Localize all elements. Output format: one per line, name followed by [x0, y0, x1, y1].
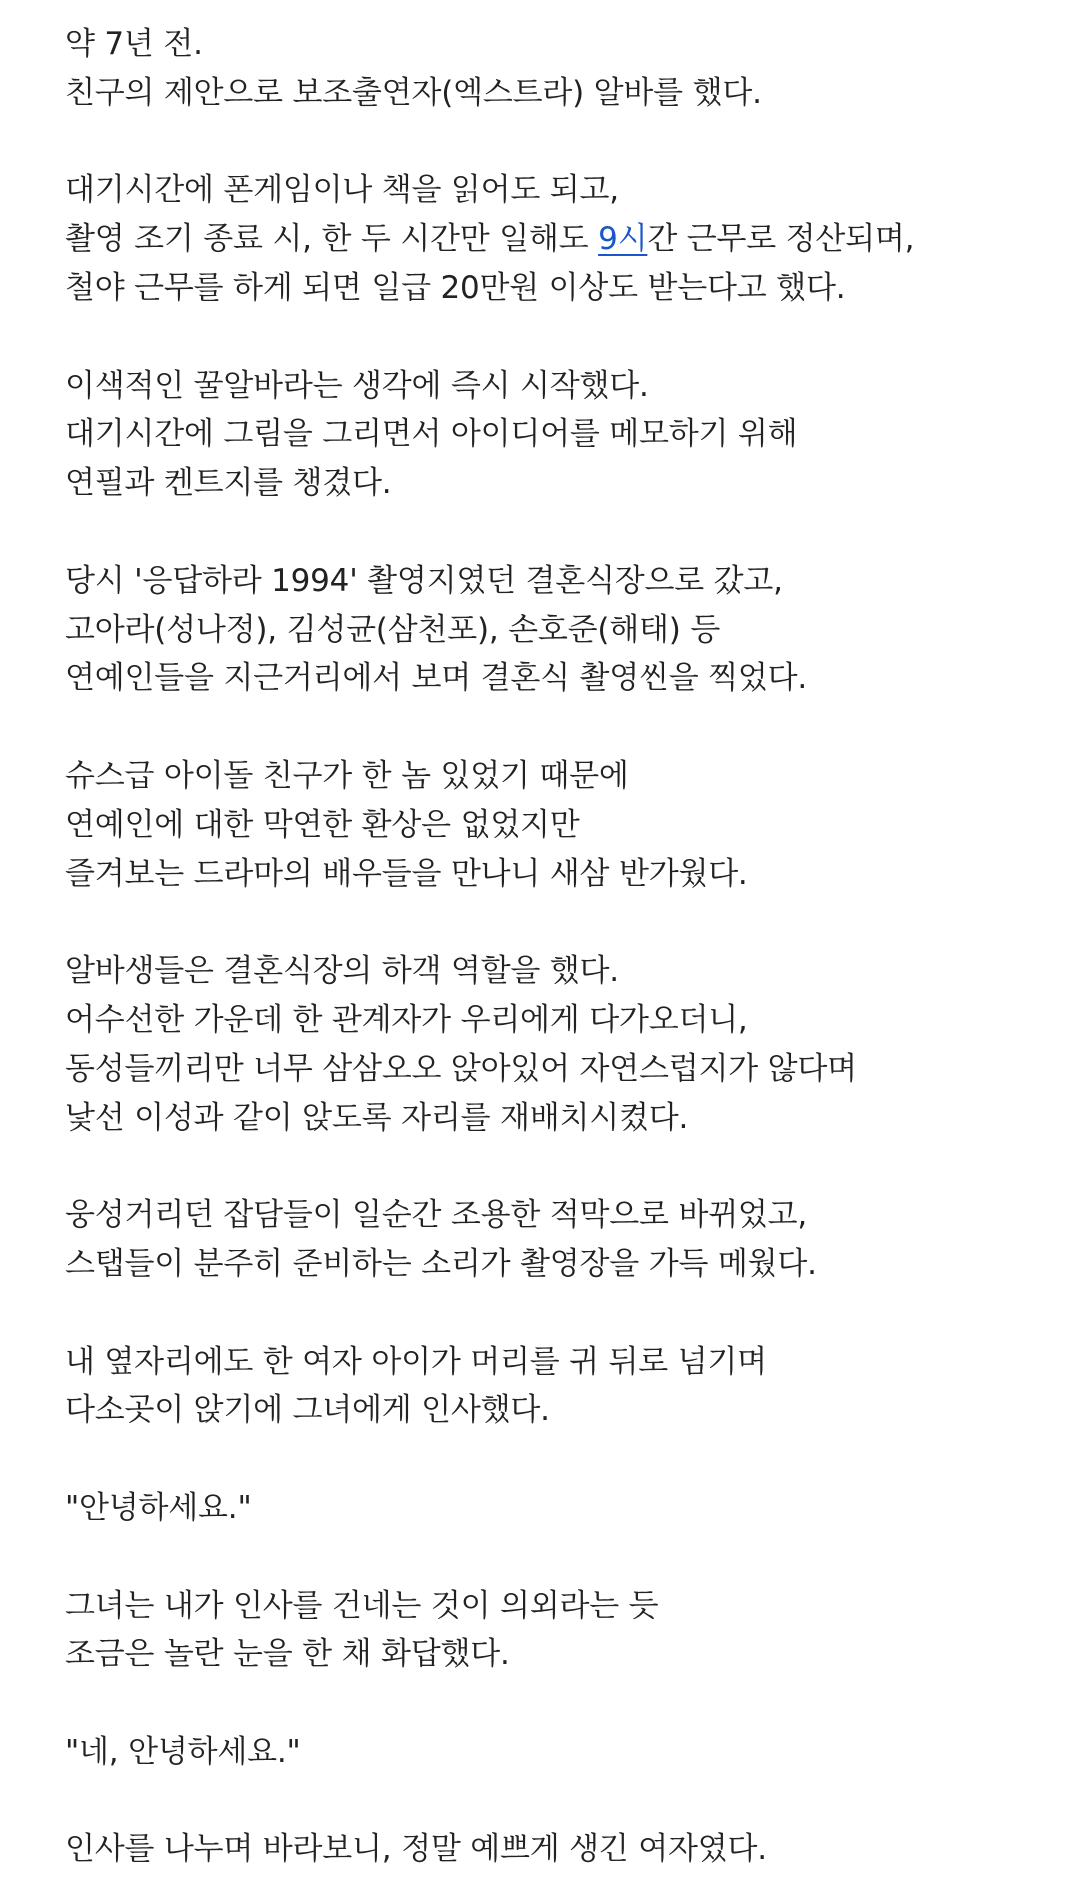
text-line: 낯선 이성과 같이 앉도록 자리를 재배치시켰다.	[65, 1099, 689, 1136]
paragraph	[65, 20, 1045, 118]
text-line: 철야 근무를 하게 되면 일급 20만원 이상도 받는다고 했다.	[65, 269, 846, 306]
text-line: 다소곳이 앉기에 그녀에게 인사했다.	[65, 1392, 550, 1429]
text-line: 그녀는 내가 인사를 건네는 것이 의외라는 듯	[65, 1587, 659, 1624]
text-segment: 간 근무로 정산되며,	[647, 221, 915, 258]
paragraph	[65, 362, 1045, 508]
text-line: 알바생들은 결혼식장의 하객 역할을 했다.	[65, 953, 619, 990]
dialogue-paragraph	[65, 1728, 1045, 1777]
text-line: 웅성거리던 잡담들이 일순간 조용한 적막으로 바뀌었고,	[65, 1197, 808, 1234]
paragraph	[65, 1825, 1045, 1874]
text-line: 고아라(성나정), 김성균(삼천포), 손호준(해태) 등	[65, 611, 721, 648]
paragraph	[65, 752, 1045, 898]
dialogue-line: "네, 안녕하세요."	[65, 1733, 301, 1770]
text-line: 연예인들을 지근거리에서 보며 결혼식 촬영씬을 찍었다.	[65, 660, 808, 697]
dialogue-paragraph	[65, 1484, 1045, 1533]
paragraph	[65, 1338, 1045, 1436]
text-line: 스탭들이 분주히 준비하는 소리가 촬영장을 가득 메웠다.	[65, 1245, 817, 1282]
text-line: 내 옆자리에도 한 여자 아이가 머리를 귀 뒤로 넘기며	[65, 1343, 767, 1380]
text-line: 이색적인 꿀알바라는 생각에 즉시 시작했다.	[65, 367, 649, 404]
dialogue-line: "안녕하세요."	[65, 1489, 252, 1526]
text-line: 어수선한 가운데 한 관계자가 우리에게 다가오더니,	[65, 1001, 748, 1038]
inline-keyword-link[interactable]: 9시	[598, 221, 648, 258]
paragraph	[65, 1582, 1045, 1680]
text-line: 인사를 나누며 바라보니, 정말 예쁘게 생긴 여자였다.	[65, 1831, 767, 1868]
text-line: 슈스급 아이돌 친구가 한 놈 있었기 때문에	[65, 757, 629, 794]
text-line: 조금은 놀란 눈을 한 채 화답했다.	[65, 1636, 510, 1673]
text-line: 동성들끼리만 너무 삼삼오오 앉아있어 자연스럽지가 않다며	[65, 1050, 857, 1087]
text-line: 약 7년 전.	[65, 26, 203, 62]
paragraph	[65, 947, 1045, 1142]
paragraph	[65, 557, 1045, 703]
article-body	[65, 20, 1045, 1874]
text-line: 대기시간에 폰게임이나 책을 읽어도 되고,	[65, 172, 619, 209]
text-line: 연필과 켄트지를 챙겼다.	[65, 465, 392, 502]
text-line: 친구의 제안으로 보조출연자(엑스트라) 알바를 했다.	[65, 74, 762, 111]
text-line-with-link	[65, 215, 1045, 264]
text-line: 즐겨보는 드라마의 배우들을 만나니 새삼 반가웠다.	[65, 855, 748, 892]
text-line: 당시 '응답하라 1994' 촬영지였던 결혼식장으로 갔고,	[65, 562, 783, 599]
paragraph	[65, 166, 1045, 312]
paragraph	[65, 1191, 1045, 1289]
text-line: 대기시간에 그림을 그리면서 아이디어를 메모하기 위해	[65, 416, 798, 453]
text-segment: 촬영 조기 종료 시, 한 두 시간만 일해도	[65, 221, 599, 258]
text-line: 연예인에 대한 막연한 환상은 없었지만	[65, 806, 580, 843]
